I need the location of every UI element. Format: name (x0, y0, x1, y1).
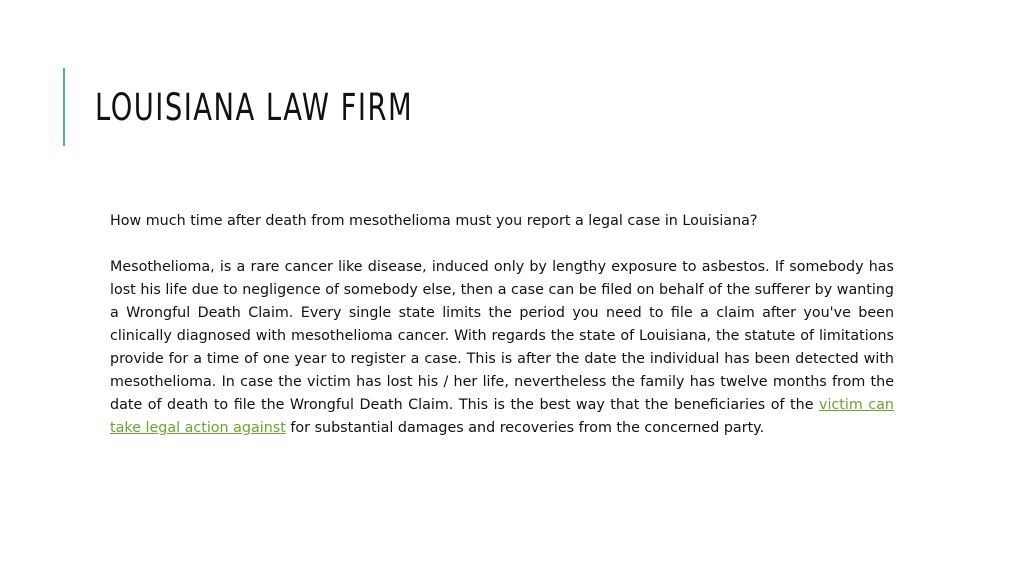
slide-title: LOUISIANA LAW FIRM (95, 86, 414, 129)
paragraph-text-after-link: for substantial damages and recoveries from the concerned party. (285, 420, 765, 436)
slide-content (110, 210, 894, 440)
body-paragraph (110, 256, 894, 440)
paragraph-text-before-link: Mesothelioma, is a rare cancer like disease, induced only by lengthy exposure to asbestos. If somebody has lost his life due to negligence of somebody else, then a case can be filed on behalf of the sufferer by wanting a Wrongful Death Claim. Every single state limits the period you need to file a claim after you've been clinically diagnosed with mesothelioma cancer. With regards the state of Louisiana, the statute of limitations provide for a time of one year to register a case. This is after the date the individual has been detected with mesothelioma. In case the victim has lost his / her life, nevertheless the family has twelve months from the date of death to file the Wrongful Death Claim. This is the best way that the beneficiaries of the (110, 259, 894, 413)
victim-legal-action-link[interactable]: victim can take legal action against (110, 397, 894, 436)
title-accent-bar (63, 68, 65, 146)
question-text: How much time after death from mesothelioma must you report a legal case in Louisiana? (110, 213, 758, 229)
